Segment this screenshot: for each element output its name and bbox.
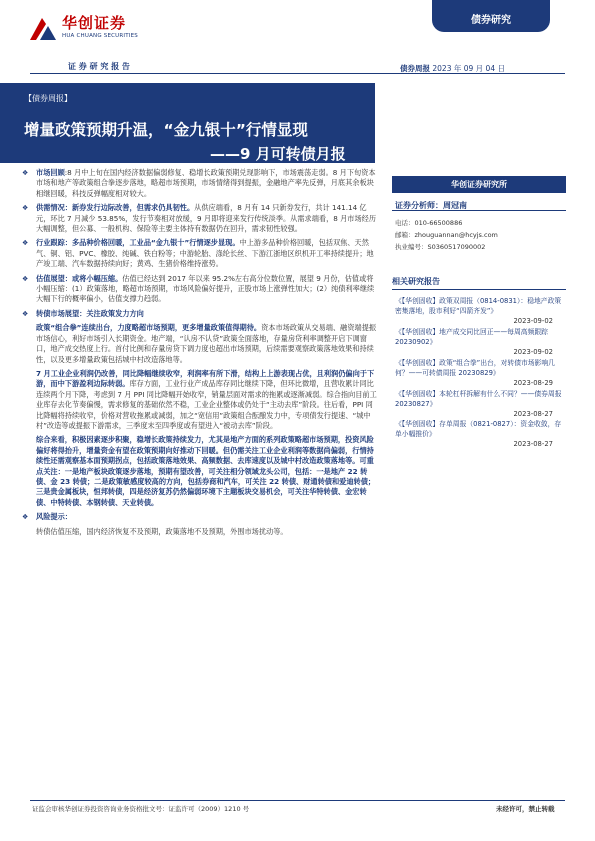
risk-item (18, 512, 378, 522)
analyst-phone: 电话：010-66500886 (395, 219, 463, 227)
item-text: 估值已经达到 2017 年以来 95.2%左右高分位数位置，展望 9 月份，估值或将小幅压缩：(1）政策落地，略超市场预期，市场风险偏好提升，正股市场上涨弹性加大；(2）纯债利率继续大幅下行的概率偏小，估值支撑力趋弱。 (36, 273, 375, 304)
related-divider (392, 289, 566, 290)
item-heading: 转债市场展望：关注政策发力方向 (36, 308, 144, 318)
analyst-license: 执业编号：S0360517090002 (395, 243, 486, 251)
diamond-bullet-icon: ❖ (22, 239, 29, 248)
related-report-link[interactable]: 《【华创固收】地产成交同比回正——每周高频跟踪 20230902》 (395, 328, 548, 346)
item-heading: 估值展望：或将小幅压缩。 (36, 273, 123, 283)
category-tab-label: 债券研究 (471, 15, 511, 26)
header-divider (30, 73, 565, 74)
item-text: :8 月中上旬在国内经济数据偏弱修复、稳增长政策预期兑现影响下，市场震荡走弱。8 月下旬资本市场和地产等政策组合拳逐步落地，略超市场预期，市场情绪得到提振，金融地产率先反弹，月底其余板块相继回暖，科技反弹幅度相对较大。 (36, 168, 376, 198)
summary-item (18, 238, 378, 269)
footer-license: 证监会审核华创证券投资咨询业务资格批文号：证监许可（2009）1210 号 (32, 805, 250, 813)
diamond-bullet-icon: ❖ (22, 309, 29, 318)
related-report-date: 2023-08-27 (513, 440, 553, 448)
related-report-date: 2023-08-27 (513, 410, 553, 418)
report-subtitle: ——9 月可转债月报 (210, 145, 346, 163)
outlook-paragraph (18, 369, 378, 431)
logo-text-en: HUA CHUANG SECURITIES (62, 33, 138, 39)
related-reports-title: 相关研究报告 (392, 277, 440, 286)
related-report-date: 2023-09-02 (513, 348, 553, 356)
related-report-link[interactable]: 《【华创固收】本轮杠杆拆解有什么不同？——债券周报 20230827》 (395, 390, 562, 408)
report-type: 【债券周报】 (24, 94, 72, 103)
paragraph-lead: 7 月工业企业利润仍改善，同比降幅继续收窄，利润率有所下滑，结构上上游表现占优，且利润仍偏向于下游，而中下游盈利边际转弱。 (36, 368, 375, 389)
logo-icon (28, 14, 58, 44)
analyst-email[interactable]: 邮箱：zhouguannan@hcyjs.com (395, 231, 498, 239)
summary-item (18, 168, 378, 199)
main-content (18, 168, 378, 541)
diamond-bullet-icon: ❖ (22, 204, 29, 213)
related-report-link[interactable]: 《【华创固收】政策“组合拳”出台，对转债市场影响几何？——可转债周报 20230829》 (395, 359, 555, 377)
summary-item (18, 274, 378, 305)
risk-heading: 风险提示： (36, 512, 72, 522)
related-report-link[interactable]: 《【华创固收】存单周报（0821-0827）：资金收敛，存单小幅推价》 (395, 420, 562, 438)
item-text: 中上游多品种价格回暖，包括双焦、天然气、铜、铝、PVC、橡胶、纯碱、铁白粉等；中游轮胎、涤纶长丝、下游江浙地区织机开工率持续提升；地产竣工端、汽车数据持续向好；黄鸡、生猪价格维持涨势。 (36, 238, 374, 269)
diamond-bullet-icon: ❖ (22, 169, 29, 177)
analyst-name: 证券分析师：周冠南 (395, 201, 467, 210)
institute-name: 华创证券研究所 (451, 180, 507, 189)
item-text: 从供应端看，8 月有 14 只新券发行，共计 141.14 亿元，环比 7 月减少 53.85%，发行节奏相对放缓，9 月即将迎来发行传统淡季。从需求端看，8 月市场经历大幅调整，但公募、一般机构、保险等主要主体持有数据仍在回升，需求韧性较强。 (36, 203, 377, 234)
report-date: 2023 年 09 月 04 日 (432, 64, 505, 73)
footer-divider (30, 800, 565, 801)
paragraph-lead: 综合来看，积极因素逐步积聚，稳增长政策持续发力，尤其是地产方面的系列政策略超市场预期，投资风险偏好将得抬升，增量资金有望在政策预期向好推动下回暖。但仍需关注工业企业利润等数据尚偏弱，行情持续性还需观察基本面预期拐点，包括政策落地效果、高频数据、去库速度以及城中村改造政策落地等。可重点关注：一是地产板块政策逐步落地，预期有望改善，可关注相分领域龙头公司，包括：一是地产 22 转债、金 23 转债；二是政策敏感度较高的方向，包括券商和汽车，可关注 22 转债、财通转债和爱迪转债；三是贵金属板块，恒邦转债，四是经济复苏仍然偏弱环境下主题板块交易机会，可关注华特转债、金宏转债、中特转债、本钢转债、天业转债。 (36, 435, 376, 507)
sub-brand: 证 券 研 究 报 告 (68, 62, 130, 71)
related-report-date: 2023-09-02 (513, 317, 553, 325)
diamond-bullet-icon: ❖ (22, 274, 29, 283)
paragraph-text: 资本市场政策从交易端、融资端提振市场信心，利好市场引入长期资金。地产端，“认房不认贷”政策全面落地，存量房贷利率调整开启下调窗口，地产成交热度上行。首付比例和存量房贷下调力度也超出市场预期，后续需要观察政策落地效果和持续性，以及更多增量政策包括城中村改造落地等。 (36, 323, 377, 364)
logo-text-cn: 华创证券 (62, 14, 127, 32)
footer-copyright: 未经许可，禁止转载 (496, 805, 555, 813)
report-kind: 债券周报 (400, 64, 430, 73)
risk-text: 转债估值压缩，国内经济恢复不及预期，政策落地不及预期，外围市场扰动等。 (36, 526, 288, 536)
diamond-bullet-icon: ❖ (22, 513, 29, 522)
paragraph-lead: 政策“组合拳”连续出台，力度略超市场预期，更多增量政策值得期待。 (36, 323, 262, 333)
outlook-paragraph (18, 435, 378, 508)
report-title: 增量政策预期升温，“金九银十”行情显现 (24, 121, 308, 139)
sidebar-divider (392, 210, 566, 211)
paragraph-text: 库存方面，工业行业产成品库存同比继续下降，但环比微增，且营收累计同比连续两个月下降，考虑到 7 月 PPI 同比降幅开始收窄，销量层面对需求的拖累或逐渐减弱。综合指向目前工业库存去化节奏偏慢，需求修复的基础依然不稳，工业企业整体或仍处于“主动去库”阶段。往后看，PPI 同比降幅将持续收窄，价格对营收拖累或减弱，加之“宽信用”政策组合酝酿发力中，专项债发行提速、“城中村”改造等或提振下游需求，三季度末至四季度或有望进入“被动去库”阶段。 (36, 379, 377, 430)
outlook-paragraph (18, 323, 378, 365)
summary-item (18, 203, 378, 234)
related-report-date: 2023-08-29 (513, 379, 553, 387)
item-heading: 行业跟踪：多品种价格回暖，工业品“金九银十”行情逐步显现。 (36, 238, 240, 248)
item-heading: 供需情况：新券发行边际改善，但需求仍具韧性。 (36, 203, 195, 213)
item-heading: 市场回顾 (36, 168, 65, 177)
related-report-link[interactable]: 《【华创固收】政策双周报（0814-0831）：稳地产政策密集落地，股市利好“四箭齐发”》 (395, 297, 562, 315)
summary-item (18, 309, 378, 319)
